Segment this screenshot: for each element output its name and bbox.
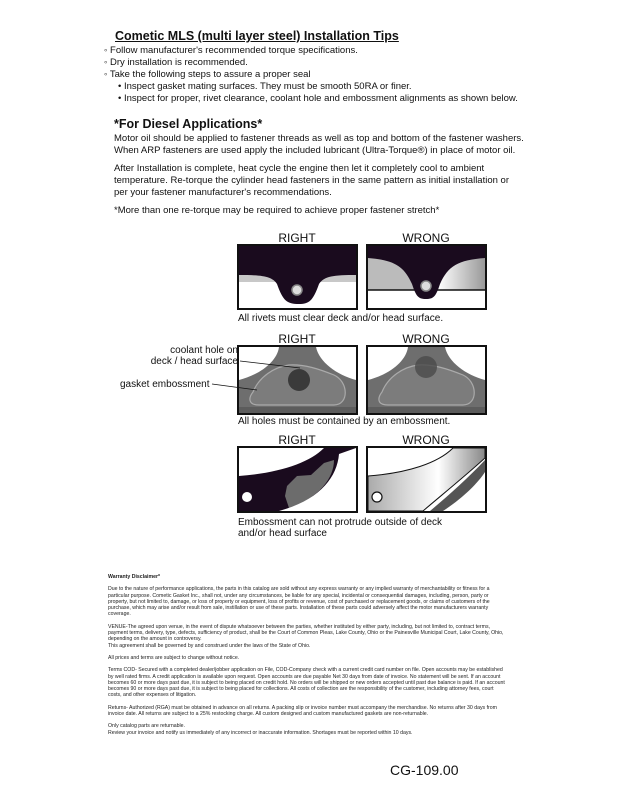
- tip-text: Follow manufacturer's recommended torque specifications.: [110, 45, 358, 56]
- tip-item: ◦ Take the following steps to assure a proper seal: [104, 69, 311, 80]
- rivet-wrong-diagram: [366, 244, 487, 310]
- tip-item: ◦ Follow manufacturer's recommended torque specifications.: [104, 45, 358, 56]
- caption-text: and/or head surface: [238, 528, 327, 539]
- wrong-label: WRONG: [402, 433, 450, 447]
- right-label: RIGHT: [278, 433, 316, 447]
- subtip-text: Inspect for proper, rivet clearance, coolant hole and embossment alignments as shown below.: [123, 93, 518, 104]
- right-label: RIGHT: [278, 231, 316, 245]
- returns-paragraph: Returns- Authorized (RGA) must be obtained in advance on all returns. A packing slip or invoice number must accompany the merchandise. No returns after 30 days from invoice date. All returns are subject to a 25% restocking charge. All custom designed and custom manufactured gaskets are non-returnable.: [108, 704, 497, 718]
- callout-gasket-embossment: gasket embossment: [120, 379, 210, 390]
- wrong-label: WRONG: [402, 332, 450, 346]
- warranty-title: Warranty Disclaimer*: [108, 574, 160, 580]
- governing-law: This agreement shall be governed by and construed under the laws of the State of Ohio.: [108, 642, 311, 649]
- caption-holes: All holes must be contained by an embossment.: [238, 416, 451, 427]
- prices-note: All prices and terms are subject to change without notice.: [108, 654, 240, 661]
- coolant-wrong-diagram: [366, 345, 487, 415]
- callout-text: deck / head surface: [150, 356, 238, 367]
- warranty-paragraph: Due to the nature of performance applications, the parts in this catalog are sold without any express warranty or any implied warranty of merchantability or fitness for a particular purpose. Cometic Gasket Inc., shall not, under any circumstances, be liable for any special, incidental or consequential damages, including, person, party or property, but not limited to, damage, or loss of property or equipment, loss of profits or revenue, cost of purchased or replacement goods, or claims of customers of the purchase, which may arise and/or result from sale, instillation or use of these parts. Installation of these parts could adversely affect the motor manufacturers warranty coverage.: [108, 586, 490, 618]
- rivet-right-diagram: [237, 244, 358, 310]
- warranty-section: [108, 574, 508, 742]
- venue-paragraph: VENUE-The agreed upon venue, in the event of dispute whatsoever between the parties, whether instituted by either party, including, but not limited to, contract terms, payment terms, delivery, type, defects, sufficiency of product, shall be the Court of Common Pleas, Lake County, Ohio or the Painesville Municipal Court, Lake County, Ohio, depending on the amount in controversy.: [108, 623, 504, 643]
- tip-text: Dry installation is recommended.: [110, 57, 248, 68]
- right-label: RIGHT: [278, 332, 316, 346]
- diesel-heading: *For Diesel Applications*: [114, 117, 263, 131]
- subtip-text: Inspect gasket mating surfaces. They must be smooth 50RA or finer.: [123, 81, 412, 92]
- page-code: CG-109.00: [390, 762, 459, 778]
- embossment-right-diagram: [237, 446, 358, 513]
- callout-leader-lines: [200, 350, 310, 400]
- tip-text: Take the following steps to assure a proper seal: [109, 69, 311, 80]
- wrong-label: WRONG: [402, 231, 450, 245]
- tip-item: ◦ Dry installation is recommended.: [104, 57, 248, 68]
- terms-paragraph: Terms COD- Secured with a completed dealer/jobber application on File, COD-Company check with a current credit card number on file. Open accounts may be established by well rated firms. A credit application is available upon request. Open accounts are due payable Net 30 days from date of invoice. No statement will be sent. If an account becomes 60 or more days past due, it is subject to being placed on credit hold. No orders will be shipped or new orders accepted until past due balance is paid. If an account becomes 90 or more days past due, it is subject to being placed for collections. All costs of collection are the responsibility of the customer, including attorney fees, court costs, and other expenses of litigation.: [108, 667, 505, 699]
- embossment-wrong-diagram: [366, 446, 487, 513]
- review-note: Review your invoice and notify us immediately of any incorrect or inaccurate information. Shortages must be reported within 10 days.: [108, 729, 413, 736]
- diesel-paragraph-2: After Installation is complete, heat cycle the engine then let it completely cool to ambient temperature. Re-torque the cylinder head fasteners in the same pattern as initial installation or per your fastener manufacturer's recommendations.: [114, 163, 509, 198]
- caption-embossment: [238, 517, 442, 539]
- callout-text: coolant hole on: [170, 345, 238, 356]
- subtip-item: • Inspect for proper, rivet clearance, coolant hole and embossment alignments as shown below.: [118, 93, 518, 104]
- caption-text: Embossment can not protrude outside of deck: [238, 517, 443, 528]
- page-title: Cometic MLS (multi layer steel) Installation Tips: [115, 29, 399, 43]
- caption-rivets: All rivets must clear deck and/or head surface.: [238, 313, 444, 324]
- returnable-note: Only catalog parts are returnable.: [108, 723, 185, 730]
- diesel-note: *More than one re-torque may be required to achieve proper fastener stretch*: [114, 205, 440, 216]
- subtip-item: • Inspect gasket mating surfaces. They must be smooth 50RA or finer.: [118, 81, 412, 92]
- diesel-paragraph-1: Motor oil should be applied to fastener threads as well as top and bottom of the fastener washers. When ARP fasteners are used apply the included lubricant (Ultra-Torque®) in place of motor oil.: [114, 133, 524, 156]
